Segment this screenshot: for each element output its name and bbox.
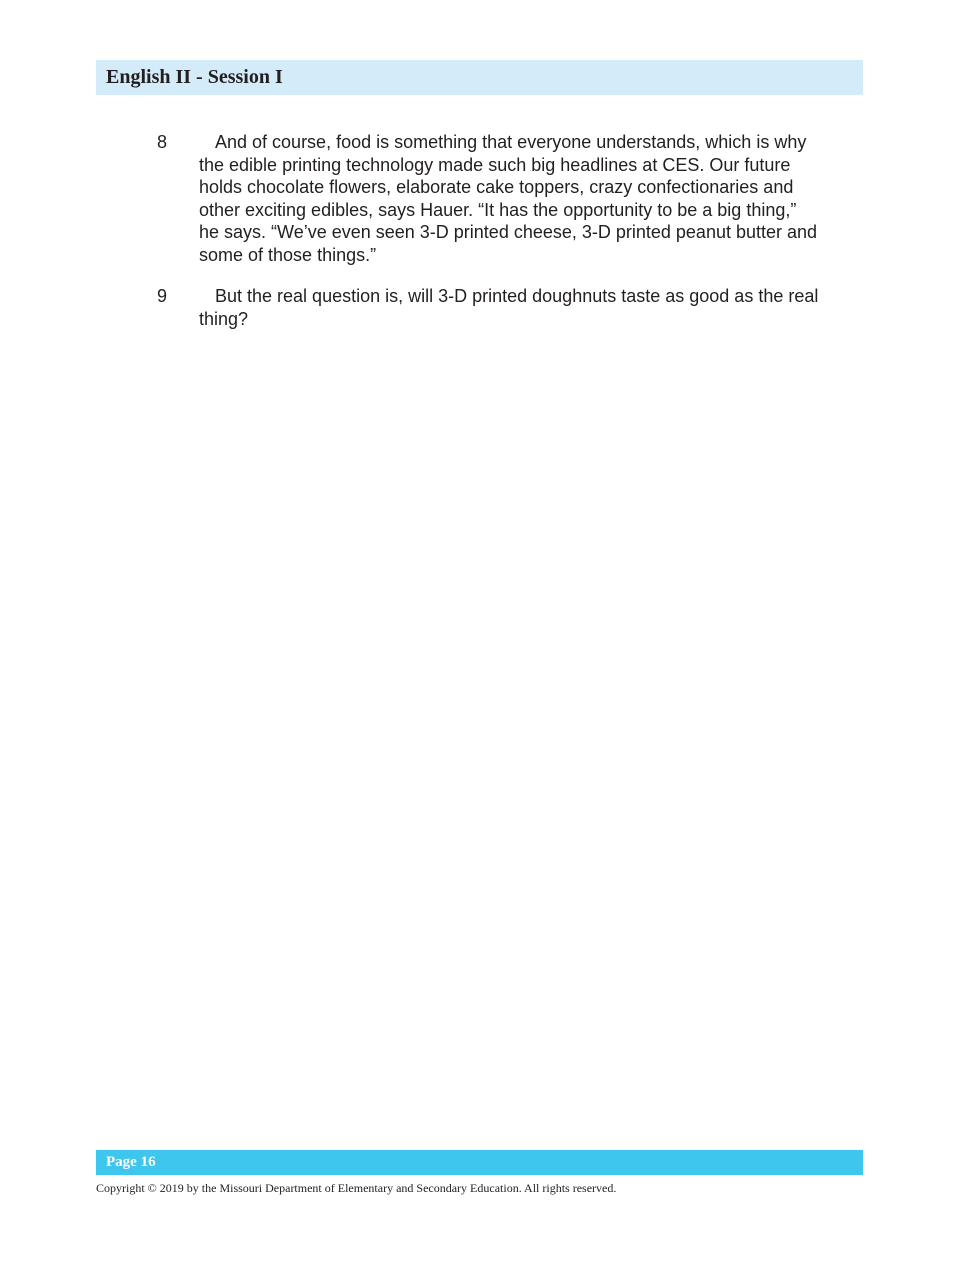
- copyright-notice: Copyright © 2019 by the Missouri Department of Elementary and Secondary Education. All rights reserved.: [96, 1181, 617, 1195]
- page-number: Page 16: [106, 1154, 156, 1170]
- paragraph-9: [157, 285, 867, 330]
- session-header: [96, 60, 863, 95]
- session-title: English II - Session I: [106, 66, 283, 88]
- paragraph-number: 8: [157, 132, 168, 152]
- paragraph-text: And of course, food is something that everyone understands, which is why the edible printing technology made such big headlines at CES. Our future holds chocolate flowers, elaborate cake toppers, crazy confectionaries and other exciting edibles, says Hauer. “It has the opportunity to be a big thing,” he says. “We’ve even seen 3-D printed cheese, 3-D printed peanut butter and some of those things.”: [199, 132, 818, 265]
- paragraph-number: 9: [157, 286, 168, 306]
- paragraph-8: [157, 131, 867, 266]
- passage: [157, 131, 867, 349]
- page-footer-band: [96, 1150, 863, 1175]
- paragraph-text: But the real question is, will 3-D printed doughnuts taste as good as the real thing?: [199, 286, 819, 329]
